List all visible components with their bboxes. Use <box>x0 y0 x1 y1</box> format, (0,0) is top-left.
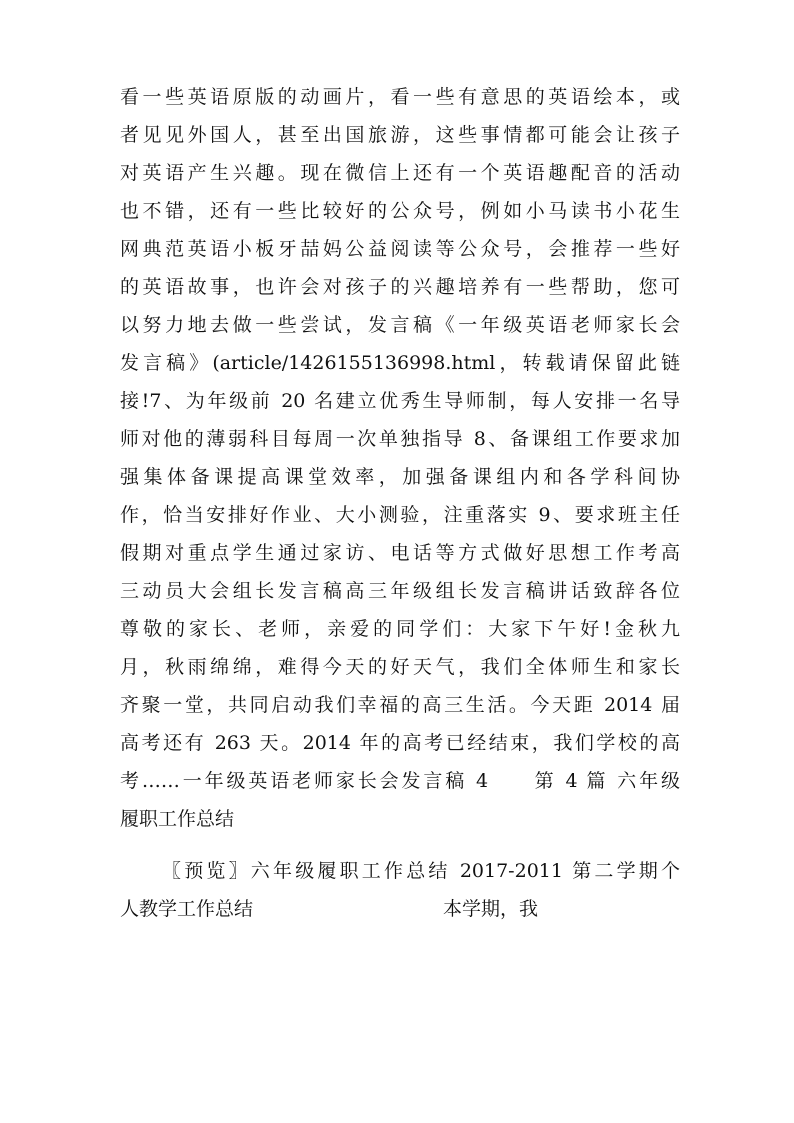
paragraph-preview <box>120 852 680 928</box>
text-line: 人教学工作总结 本学期，我 <box>120 898 539 920</box>
paragraph-main <box>120 78 680 838</box>
text-line: 者见见外国人，甚至出国旅游，这些事情都可能会让孩子 <box>120 124 680 146</box>
text-line: 接!7、为年级前 20 名建立优秀生导师制，每人安排一名导 <box>120 390 680 412</box>
text-line: 发言稿》(article/1426155136998.html，转载请保留此链 <box>120 352 680 374</box>
document-body <box>120 78 680 928</box>
text-line: 考……一年级英语老师家长会发言稿 4 第 4 篇 六年级 <box>120 770 680 792</box>
text-line: 高考还有 263 天。2014 年的高考已经结束，我们学校的高 <box>120 732 680 754</box>
text-line: 尊敬的家长、老师，亲爱的同学们：大家下午好!金秋九 <box>120 618 680 640</box>
text-line: 以努力地去做一些尝试，发言稿《一年级英语老师家长会 <box>120 314 680 336</box>
text-line: 〖预览〗六年级履职工作总结 2017-2011 第二学期个 <box>162 860 680 882</box>
text-line: 网典范英语小板牙喆妈公益阅读等公众号，会推荐一些好 <box>120 238 680 260</box>
text-line: 强集体备课提高课堂效率，加强备课组内和各学科间协 <box>120 466 680 488</box>
text-line: 履职工作总结 <box>120 808 235 830</box>
text-line: 的英语故事，也许会对孩子的兴趣培养有一些帮助，您可 <box>120 276 680 298</box>
text-line: 假期对重点学生通过家访、电话等方式做好思想工作考高 <box>120 542 680 564</box>
text-line: 齐聚一堂，共同启动我们幸福的高三生活。今天距 2014 届 <box>120 694 680 716</box>
paragraph-gap <box>120 838 680 852</box>
text-line: 对英语产生兴趣。现在微信上还有一个英语趣配音的活动 <box>120 162 680 184</box>
text-line: 也不错，还有一些比较好的公众号，例如小马读书小花生 <box>120 200 680 222</box>
text-line: 月，秋雨绵绵，难得今天的好天气，我们全体师生和家长 <box>120 656 680 678</box>
text-line: 三动员大会组长发言稿高三年级组长发言稿讲话致辞各位 <box>120 580 680 602</box>
text-line: 看一些英语原版的动画片，看一些有意思的英语绘本，或 <box>120 86 680 108</box>
text-line: 作，恰当安排好作业、大小测验，注重落实 9、要求班主任 <box>120 504 680 526</box>
text-line: 师对他的薄弱科目每周一次单独指导 8、备课组工作要求加 <box>120 428 680 450</box>
